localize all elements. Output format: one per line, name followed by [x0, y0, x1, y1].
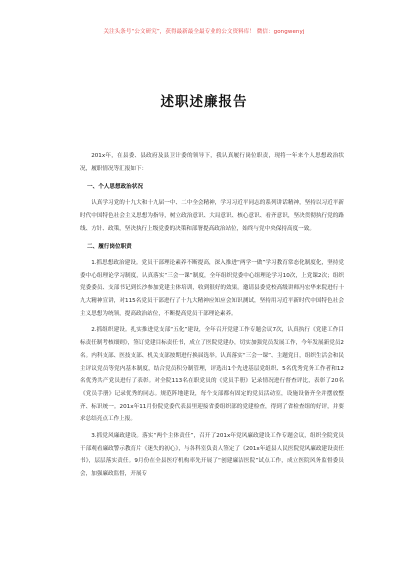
paragraph-political: 认真学习党的十九大和十九届一中、二中全会精神，学习习近平同志的系列讲话精神，坚持以习近平新时代中国特色社会主义思想为指导，树立政治意识、大局意识、核心意识、看齐意识，坚决贯彻执行党的路线、方针、政策，坚决执行上级党委的决策和部署提高政治站位，始终与党中央保持高度一致。 — [80, 200, 344, 232]
paragraph-integrity: 3.抓党风廉政建设。落实“两个主体责任”，召开了201x年党风廉政建设工作专题会议，组织全院党员干部观看廉政警示教育片《迷失的初心》，与各科室负责人签定了《201x年道县人民医院党风廉政建设责任书》，层层落实责任。9月份在全县医疗机构率先开展了“创建廉洁医院”试点工作，成立医院风务监督委员会，加强廉政监督，开展专 — [80, 433, 344, 478]
header-note: 关注头条号“公文研究”，获得最新最全最专业的公文资料库！ 微信：gongwenyj — [103, 29, 305, 35]
paragraph-ideology: 1.抓思想政治建设。党员干部理论素养不断提高，深入推进“两学一做”学习教育常态化制度化，坚持党委中心组理论学习制度，认真落实“三会一课”制度，全年组织党委中心组理论学习10次，上党课2次；组织党委委员、支部书记到长沙参加党建主体培训，收到很好的效果。邀请县委党校高级讲师冯宏华来院进行十九大精神宣讲，对115名党员干部进行了十九大精神应知应会知识测试，坚持用习近平新时代中国特色社会主义思想为统领，提高政治站位，不断提高党员干部理论素养。 — [80, 259, 344, 317]
paragraph-organization: 2.抓组织建设。扎实推进党支部“五化”建设，全年召开党建工作专题会议7次，认真执行《党建工作目标责任制考核细则》，签订党建目标责任书，成立了医院党建办，切实加强党员发展工作，今年发展新党员2名。内科支部、医技支部、机关支部按期进行换届选举。认真落实“三会一课”、主题党日，组织生活会和民主评议党员等党内基本制度，结合党员积分制管理，评选出1个先进基层党组织、5名优秀党务工作者和12名优秀共产党员进行了表彰。对全院113名在职党员的《党员手册》记录情况进行督查评比，表彰了20名《党员手册》记录优秀的同志。规范阵地建设，每个支部都有固定的党员活动室，设施设备齐全并摆放整齐、标识统一。201x年11月份院党委代表县里迎接省委组织部的党建检查，得到了省检查组的好评，并要求总结亮点工作上报。 — [80, 327, 344, 423]
document-body — [80, 150, 344, 481]
page-title: 述职述廉报告 — [160, 94, 248, 110]
intro-paragraph: 201x年，在县委、县政府及县卫计委的领导下，我认真履行岗位职责，现将一年来个人思想政治状况，履职情况等汇报如下： — [80, 153, 344, 172]
section-heading-political: 一、个人思想政治状况 — [87, 184, 143, 191]
section-heading-duties: 二、履行岗位职责 — [87, 244, 132, 251]
